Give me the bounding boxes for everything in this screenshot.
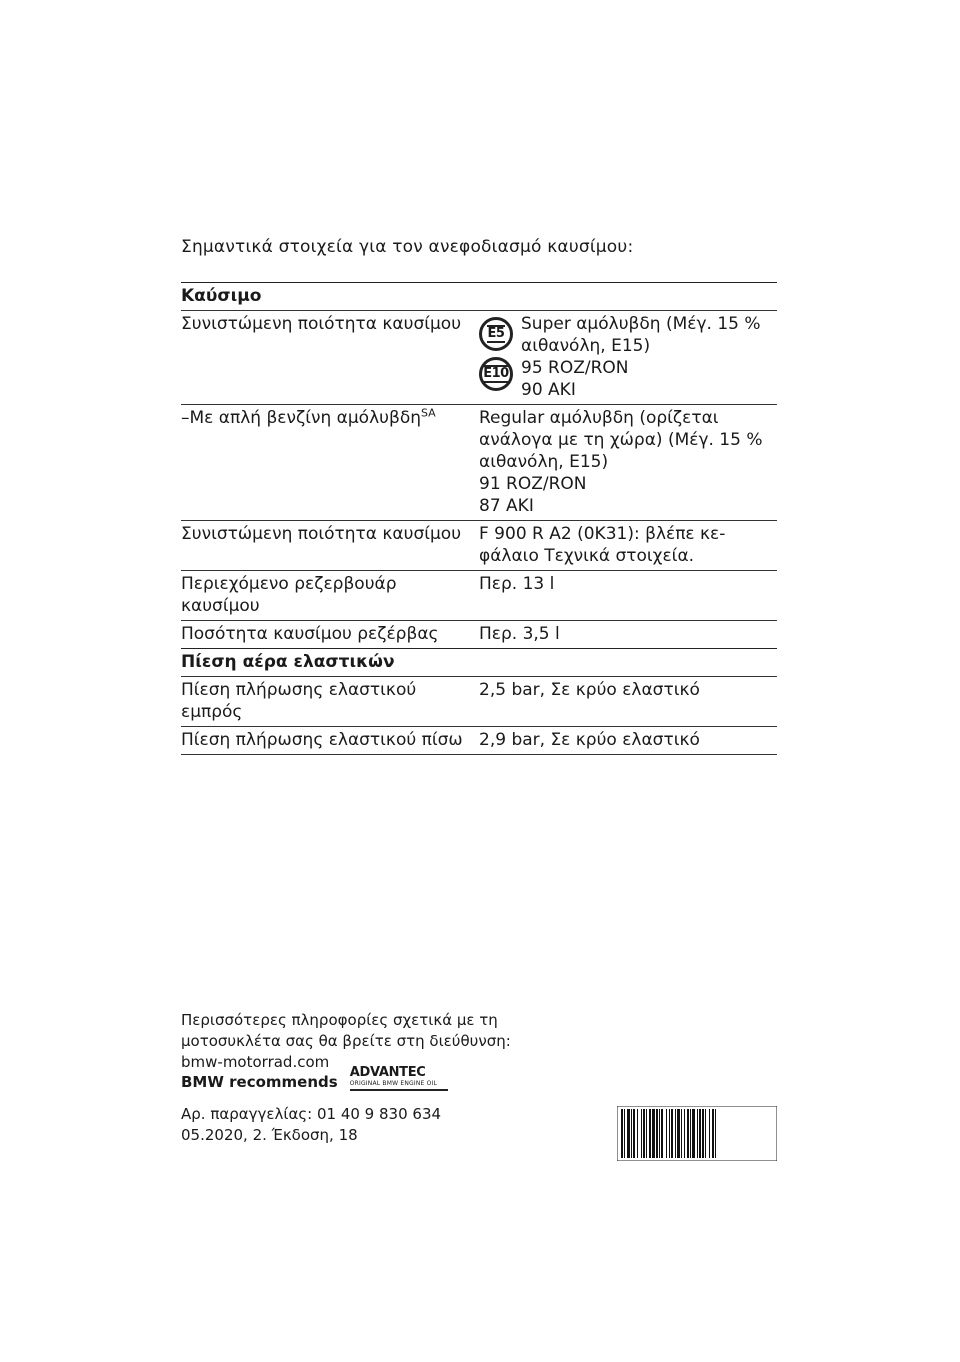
more-info-text: Περισσότερες πληροφορίες σχετικά με τη μοτοσυκλέτα σας θα βρείτε στη διεύθυνση: bmw-motorrad.com (181, 1011, 511, 1071)
section-heading-tyres: Πίεση αέρα ελαστικών (181, 648, 777, 676)
brand-recommendation (181, 1066, 448, 1091)
row-label: Συνιστώμενη ποιότητα καυσίμου (181, 314, 462, 334)
row-value (479, 311, 777, 404)
logo-underline (350, 1089, 448, 1091)
intro-text: Σημαντικά στοιχεία για τον ανεφοδιασμό καυσίμου: (181, 237, 634, 257)
row-label: Συνιστώμενη ποιότητα καυσίμου (181, 524, 462, 544)
edition-text: 05.2020, 2. Έκδοση, 18 (181, 1126, 358, 1144)
row-value: Περ. 3,5 l (479, 624, 560, 644)
table-row (181, 726, 777, 755)
table-row (181, 404, 777, 520)
bmw-recommends-text: BMW recommends (181, 1073, 338, 1091)
barcode-icon (617, 1106, 777, 1161)
row-value: 2,9 bar, Σε κρύο ελαστικό (479, 730, 700, 750)
spec-table (181, 282, 777, 755)
row-label: Πίεση πλήρωσης ελαστικού πίσω (181, 730, 463, 750)
table-row (181, 570, 777, 620)
table-row (181, 310, 777, 404)
row-value: Περ. 13 l (479, 574, 555, 594)
e10-fuel-icon: E10 (479, 357, 513, 391)
row-label: Περιεχόμενο ρεζερβουάρ καυσίμου (181, 574, 397, 616)
sa-superscript: SA (421, 406, 436, 420)
e5-fuel-icon: E5 (479, 317, 513, 351)
order-number: Αρ. παραγγελίας: 01 40 9 830 634 (181, 1105, 442, 1123)
fuel-spec-lines: Super αμόλυβδη (Μέγ. 15 % αιθανόλη, E15) 95 ROZ/RON 90 AKI (521, 314, 761, 400)
fuel-badges (479, 313, 519, 401)
advantec-logo: ADVANTEC ORIGINAL BMW ENGINE OIL (350, 1066, 448, 1091)
row-label: Ποσότητα καυσίμου ρεζέρβας (181, 624, 439, 644)
row-value: 2,5 bar, Σε κρύο ελαστικό (479, 680, 700, 700)
row-value: Regular αμόλυβδη (ορίζεται ανάλογα με τη χώρα) (Μέγ. 15 % αιθανόλη, E15) 91 ROZ/RON 87 AKI (479, 408, 763, 516)
table-row (181, 520, 777, 570)
row-label: –Με απλή βενζίνη αμόλυβδη$^{SA}$ (181, 406, 436, 428)
website-link-text: bmw-motorrad.com (181, 1053, 330, 1071)
section-heading-fuel: Καύσιμο (181, 282, 777, 310)
table-row (181, 676, 777, 726)
table-row (181, 620, 777, 648)
row-value: F 900 R A2 (0K31): βλέπε κε- φάλαιο Τεχνικά στοιχεία. (479, 524, 726, 566)
order-info (181, 1104, 441, 1146)
row-label: Πίεση πλήρωσης ελαστικού εμπρός (181, 680, 417, 722)
